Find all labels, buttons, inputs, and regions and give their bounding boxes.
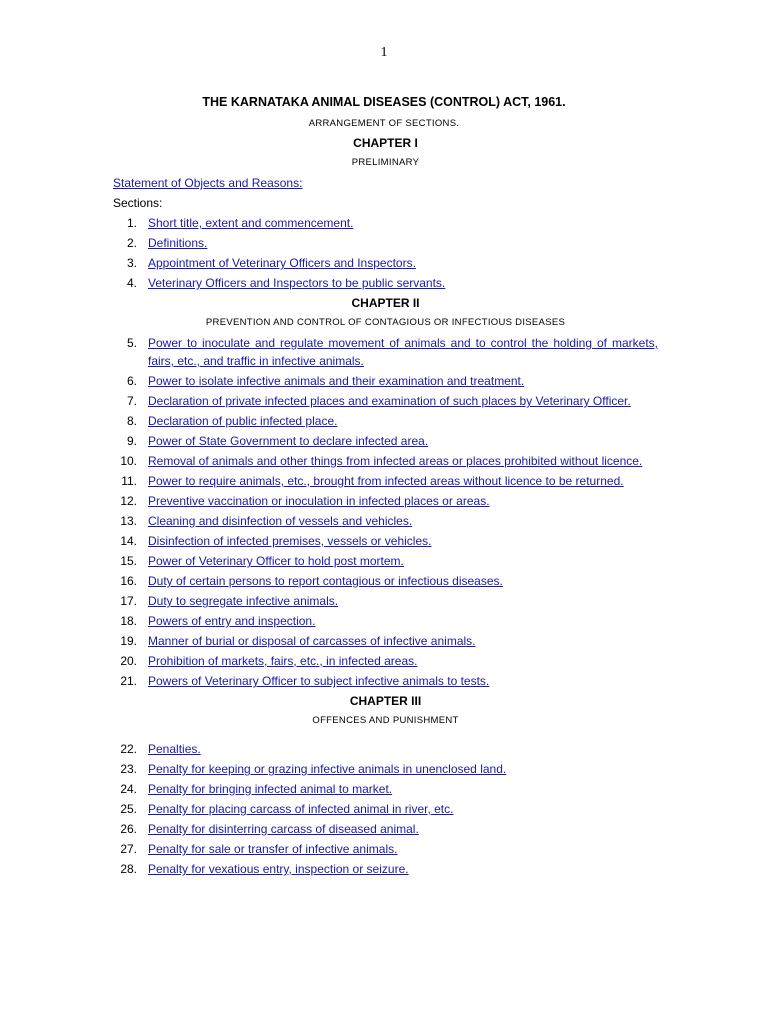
section-entry (113, 431, 658, 451)
section-number: 1. (126, 216, 137, 230)
section-number: 13. (120, 514, 137, 528)
section-link[interactable]: Appointment of Veterinary Officers and Inspectors. (148, 256, 416, 270)
section-number: 22. (120, 742, 137, 756)
act-title: THE KARNATAKA ANIMAL DISEASES (CONTROL) ACT, 1961. (202, 95, 566, 109)
section-entry (113, 213, 658, 233)
section-link[interactable]: Declaration of private infected places and examination of such places by Veterinary Officer. (148, 394, 631, 408)
section-link[interactable]: Manner of burial or disposal of carcasses of infective animals. (148, 634, 476, 648)
section-entry (113, 551, 658, 571)
section-link[interactable]: Definitions. (148, 236, 208, 250)
section-link[interactable]: Short title, extent and commencement. (148, 216, 354, 230)
section-number: 14. (120, 534, 137, 548)
section-link[interactable]: Preventive vaccination or inoculation in infected places or areas. (148, 494, 490, 508)
section-number: 3. (126, 256, 137, 270)
section-entry (113, 511, 658, 531)
section-link[interactable]: Disinfection of infected premises, vessels or vehicles. (148, 534, 432, 548)
section-link[interactable]: Power to isolate infective animals and their examination and treatment. (148, 374, 525, 388)
statement-line (113, 173, 658, 193)
chapter-2-title: CHAPTER II (351, 296, 420, 310)
section-link[interactable]: Veterinary Officers and Inspectors to be public servants. (148, 276, 446, 290)
section-number: 8. (126, 414, 137, 428)
sections-list (113, 133, 658, 879)
section-link[interactable]: Power of Veterinary Officer to hold post mortem. (148, 554, 404, 568)
section-number: 15. (120, 554, 137, 568)
section-number: 21. (120, 674, 137, 688)
section-number: 16. (120, 574, 137, 588)
section-entry (113, 233, 658, 253)
section-link[interactable]: Power to inoculate and regulate movement of animals and to control the holding of markets, fairs, etc., and traffic in infective animals. (148, 336, 658, 368)
section-entry (113, 759, 658, 779)
section-number: 25. (120, 802, 137, 816)
chapter-1-subtitle: PRELIMINARY (351, 157, 420, 168)
section-link[interactable]: Removal of animals and other things from infected areas or places prohibited without licence. (148, 454, 643, 468)
section-entry (113, 531, 658, 551)
section-number: 20. (120, 654, 137, 668)
section-number: 17. (120, 594, 137, 608)
section-number: 18. (120, 614, 137, 628)
section-number: 28. (120, 862, 137, 876)
section-number: 6. (126, 374, 137, 388)
section-link[interactable]: Prohibition of markets, fairs, etc., in infected areas. (148, 654, 418, 668)
section-entry (113, 631, 658, 651)
page-number: 1 (380, 45, 388, 60)
section-entry (113, 839, 658, 859)
chapter-2-subtitle: PREVENTION AND CONTROL OF CONTAGIOUS OR INFECTIOUS DISEASES (205, 317, 566, 328)
arrangement-subtitle: ARRANGEMENT OF SECTIONS. (308, 118, 460, 129)
section-entry (113, 273, 658, 293)
statement-of-objects-link[interactable]: Statement of Objects and Reasons: (113, 176, 303, 190)
section-link[interactable]: Penalty for bringing infected animal to market. (148, 782, 393, 796)
section-number: 23. (120, 762, 137, 776)
section-link[interactable]: Penalties. (148, 742, 201, 756)
section-link[interactable]: Cleaning and disinfection of vessels and vehicles. (148, 514, 413, 528)
section-link[interactable]: Powers of Veterinary Officer to subject infective animals to tests. (148, 674, 490, 688)
section-entry (113, 671, 658, 691)
section-entry (113, 859, 658, 879)
section-entry (113, 739, 658, 759)
section-link[interactable]: Penalty for placing carcass of infected animal in river, etc. (148, 802, 454, 816)
section-number: 9. (126, 434, 137, 448)
section-number: 27. (120, 842, 137, 856)
section-entry (113, 591, 658, 611)
chapter-1-title: CHAPTER I (353, 136, 418, 150)
section-number: 2. (126, 236, 137, 250)
section-link[interactable]: Duty to segregate infective animals. (148, 594, 339, 608)
section-entry (113, 651, 658, 671)
section-link[interactable]: Penalty for sale or transfer of infective animals. (148, 842, 398, 856)
section-number: 26. (120, 822, 137, 836)
section-number: 5. (126, 336, 137, 350)
section-entry (113, 611, 658, 631)
section-entry (113, 333, 658, 371)
sections-label: Sections: (113, 196, 163, 210)
chapter-3-subtitle: OFFENCES AND PUNISHMENT (312, 715, 459, 726)
section-number: 12. (120, 494, 137, 508)
section-entry (113, 779, 658, 799)
section-entry (113, 253, 658, 273)
section-link[interactable]: Power of State Government to declare infected area. (148, 434, 429, 448)
section-entry (113, 819, 658, 839)
section-number: 4. (126, 276, 137, 290)
section-link[interactable]: Power to require animals, etc., brought from infected areas without licence to be returned. (148, 474, 624, 488)
section-entry (113, 471, 658, 491)
section-entry (113, 371, 658, 391)
section-link[interactable]: Powers of entry and inspection. (148, 614, 316, 628)
chapter-3-title: CHAPTER III (349, 694, 422, 708)
section-number: 7. (126, 394, 137, 408)
section-link[interactable]: Duty of certain persons to report contagious or infectious diseases. (148, 574, 503, 588)
section-link[interactable]: Penalty for keeping or grazing infective animals in unenclosed land. (148, 762, 507, 776)
section-entry (113, 391, 658, 411)
section-number: 11. (121, 474, 137, 488)
section-entry (113, 451, 658, 471)
section-entry (113, 411, 658, 431)
section-link[interactable]: Declaration of public infected place. (148, 414, 338, 428)
section-number: 10. (120, 454, 137, 468)
section-link[interactable]: Penalty for disinterring carcass of diseased animal. (148, 822, 419, 836)
section-entry (113, 571, 658, 591)
section-entry (113, 491, 658, 511)
section-link[interactable]: Penalty for vexatious entry, inspection or seizure. (148, 862, 409, 876)
section-number: 19. (120, 634, 137, 648)
section-entry (113, 799, 658, 819)
section-number: 24. (120, 782, 137, 796)
